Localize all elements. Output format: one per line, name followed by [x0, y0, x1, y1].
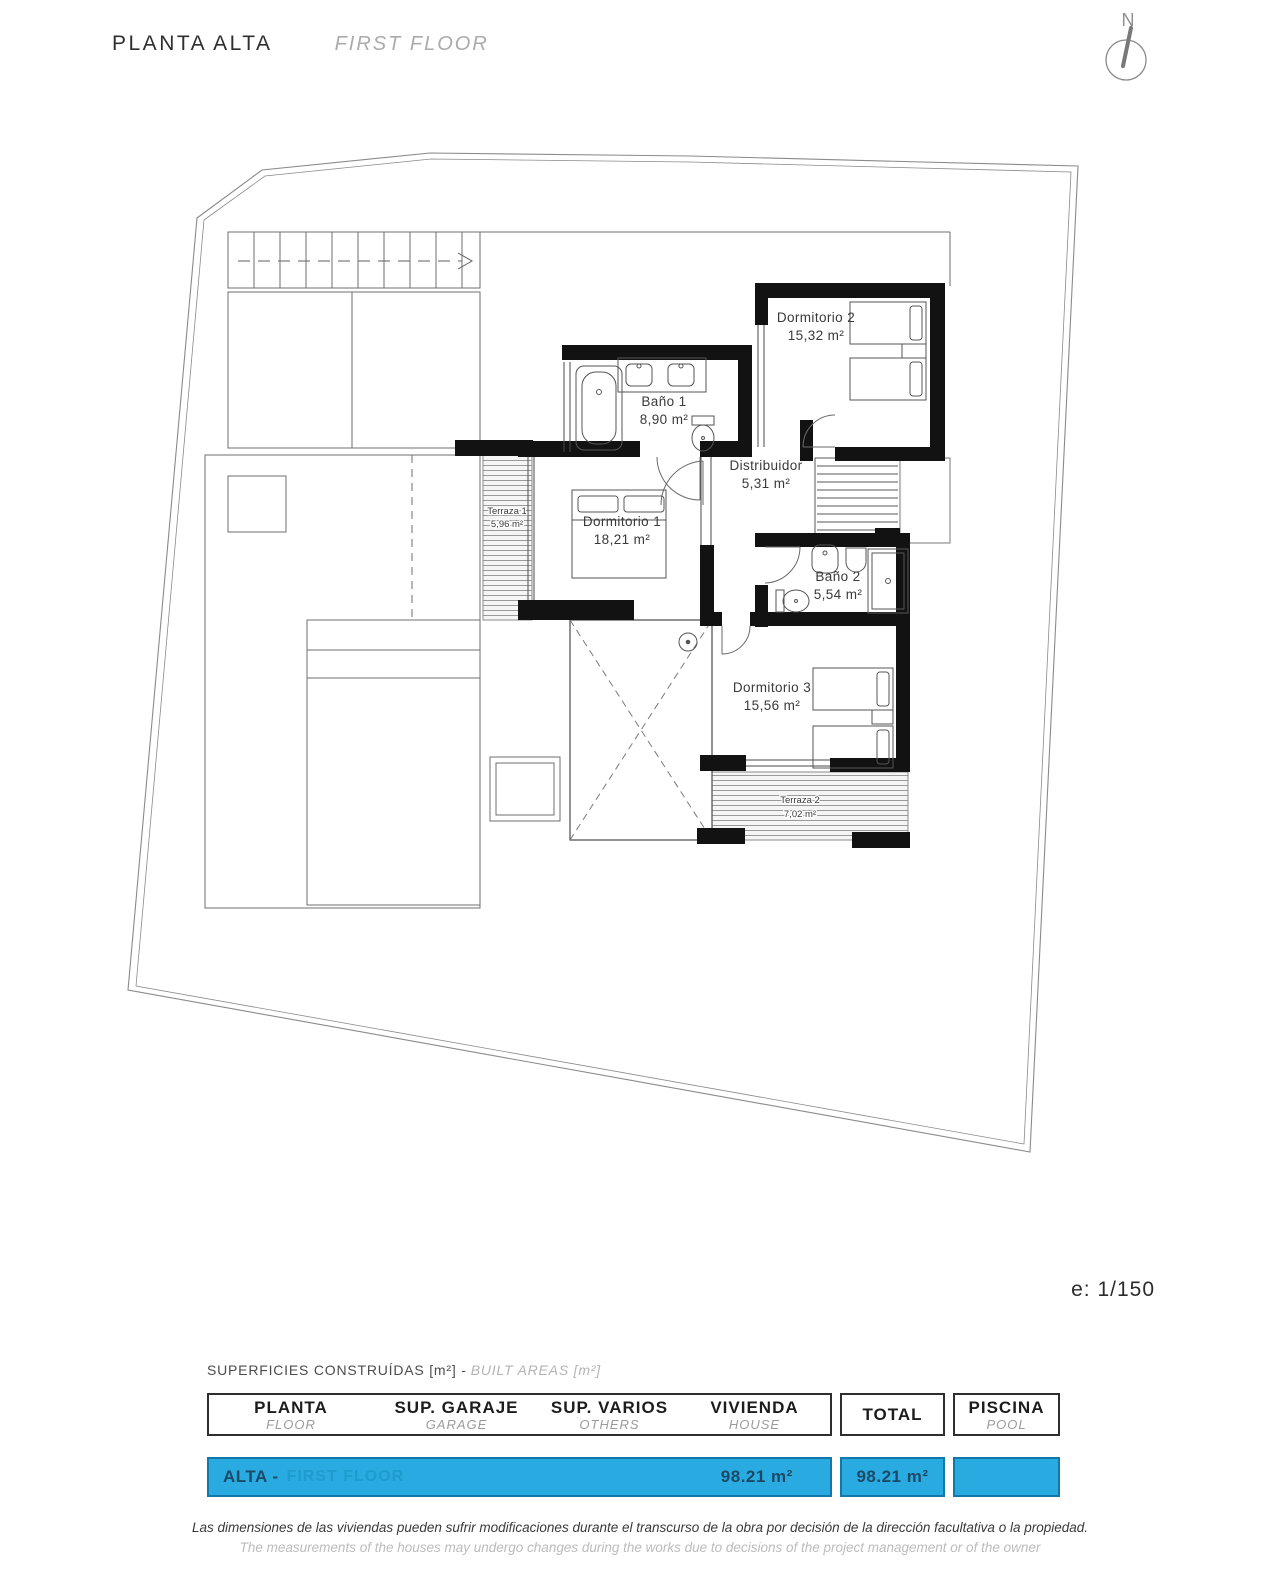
- column-header-vivienda: VIVIENDA HOUSE: [710, 1397, 799, 1432]
- driveway: [228, 232, 950, 288]
- column-header-varios: SUP. VARIOS OTHERS: [550, 1397, 669, 1432]
- drawing-scale: e: 1/150: [1071, 1278, 1155, 1301]
- row-floor-sublabel: FIRST FLOOR: [286, 1468, 405, 1485]
- table-section-title-en: BUILT AREAS [m²]: [470, 1362, 601, 1378]
- room-label-terraza-1: Terraza 1: [487, 506, 527, 517]
- room-area-distribuidor: 5,31 m²: [741, 476, 791, 491]
- disclaimer-spanish: Las dimensiones de las viviendas pueden sufrir modificaciones durante el transcurso de la obra por decisión de la dirección facultativa o la propiedad.: [191, 1520, 1089, 1535]
- room-area-dormitorio-3: 15,56 m²: [743, 698, 801, 713]
- room-area-bano-2: 5,54 m²: [813, 587, 863, 602]
- bathtub-icon: [576, 366, 622, 450]
- toilet-icon-bano2: [776, 590, 809, 612]
- table-section-title: [207, 1362, 1067, 1378]
- table-section-title-es: SUPERFICIES CONSTRUÍDAS [m²] -: [207, 1362, 467, 1378]
- column-marker: [679, 633, 697, 651]
- room-label-dormitorio-3: Dormitorio 3: [732, 680, 812, 695]
- double-height-void: [570, 620, 712, 840]
- title-spanish: PLANTA ALTA: [112, 32, 273, 55]
- row-floor-label: ALTA -: [223, 1467, 279, 1486]
- room-area-terraza-2: 7,02 m²: [783, 809, 817, 820]
- terraza-1-deck: [483, 448, 532, 620]
- room-area-bano-1: 8,90 m²: [639, 412, 689, 427]
- beds-dormitorio-2: [850, 302, 926, 400]
- row-house-value: 98.21 m²: [720, 1467, 793, 1486]
- room-area-dormitorio-2: 15,32 m²: [787, 328, 845, 343]
- room-area-dormitorio-1: 18,21 m²: [593, 532, 651, 547]
- room-label-bano-2: Baño 2: [815, 569, 861, 584]
- row-others-value: [549, 1459, 684, 1495]
- room-label-dormitorio-2: Dormitorio 2: [776, 310, 856, 325]
- column-header-garaje: SUP. GARAJE GARAGE: [394, 1397, 519, 1432]
- beds-dormitorio-3: [813, 668, 893, 768]
- room-label-bano-1: Baño 1: [641, 394, 687, 409]
- table-row-alta: [207, 1457, 832, 1497]
- row-garage-value: [387, 1459, 549, 1495]
- north-label: N: [1121, 10, 1135, 30]
- room-area-terraza-1: 5,96 m²: [490, 519, 524, 530]
- disclaimer-english: The measurements of the houses may undergo changes during the works due to decisions of the project management or of the owner: [239, 1540, 1041, 1555]
- room-label-dormitorio-1: Dormitorio 1: [582, 514, 662, 529]
- built-areas-table: [207, 1362, 1067, 1486]
- room-label-distribuidor: Distribuidor: [729, 458, 803, 473]
- column-header-piscina: PISCINA POOL: [953, 1393, 1060, 1436]
- column-header-planta: PLANTA FLOOR: [254, 1397, 328, 1432]
- double-sink-icon: [618, 358, 706, 392]
- row-floor-cell: [209, 1459, 405, 1495]
- title-english: FIRST FLOOR: [334, 33, 489, 55]
- table-header-main: [207, 1393, 832, 1436]
- column-header-total: TOTAL: [840, 1393, 945, 1436]
- disclaimer: [0, 1518, 1280, 1558]
- room-label-terraza-2: Terraza 2: [780, 795, 820, 806]
- row-pool-value: [953, 1457, 1060, 1497]
- row-total-value: 98.21 m²: [840, 1457, 945, 1497]
